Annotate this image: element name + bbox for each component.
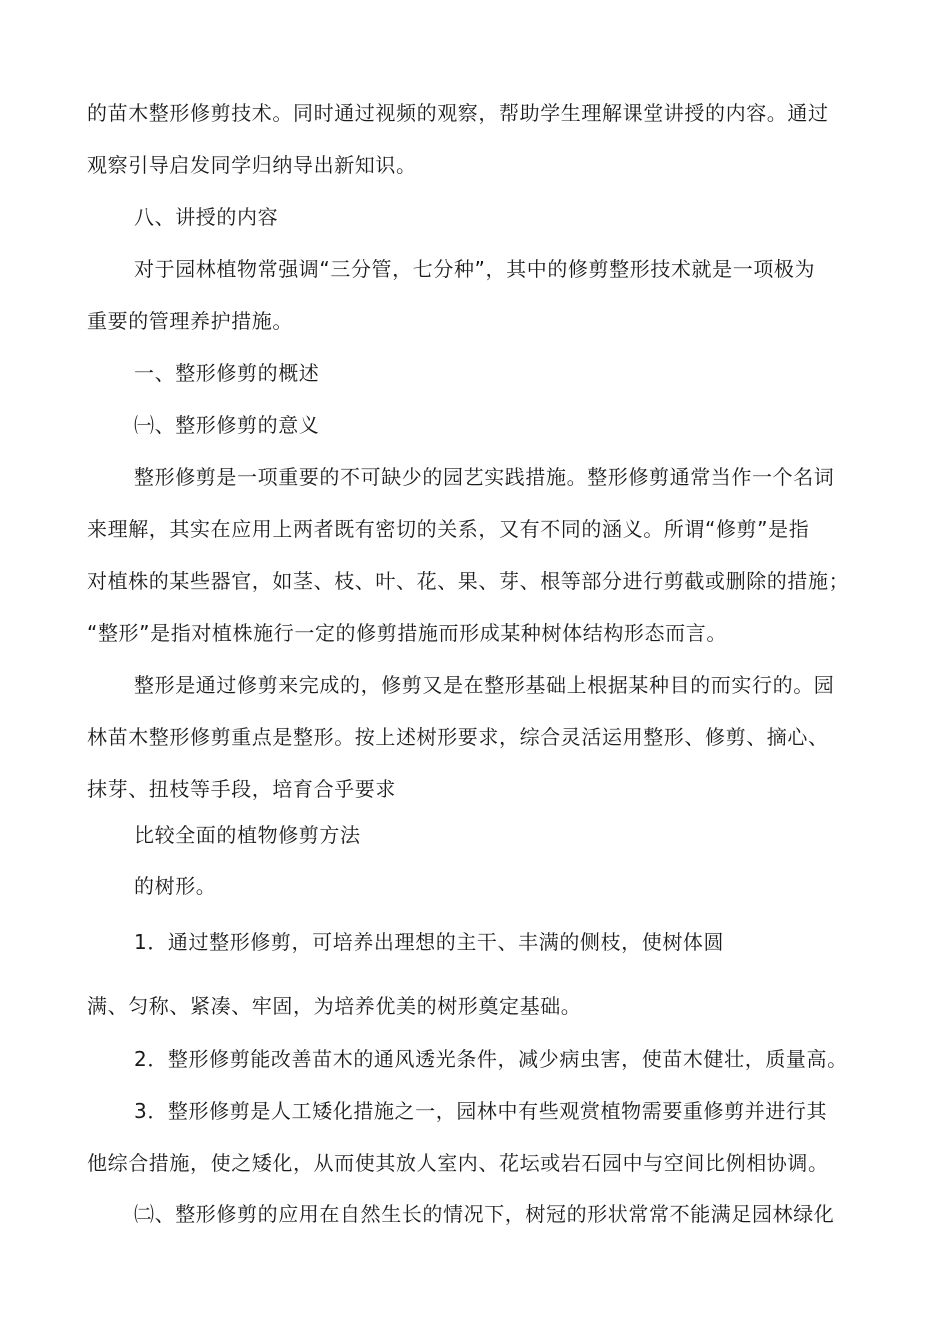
- paragraph-line: 抹芽、扭枝等手段，培育合乎要求: [87, 777, 396, 801]
- section-heading: 一、整形修剪的概述: [134, 361, 320, 385]
- subsection-heading: ㈡、整形修剪的应用在自然生长的情况下，树冠的形状常常不能满足园林绿化: [134, 1202, 835, 1226]
- paragraph-line: 对植株的某些器官，如茎、枝、叶、花、果、芽、根等部分进行剪截或删除的措施；: [87, 569, 850, 593]
- paragraph-line: 观察引导启发同学归纳导出新知识。: [87, 153, 417, 177]
- subsection-heading: ㈠、整形修剪的意义: [134, 413, 320, 437]
- numbered-item: 2．整形修剪能改善苗木的通风透光条件，减少病虫害，使苗木健壮，质量高。: [134, 1047, 848, 1071]
- paragraph-line: 林苗木整形修剪重点是整形。按上述树形要求，综合灵活运用整形、修剪、摘心、: [87, 725, 829, 749]
- paragraph-line: 整形是通过修剪来完成的，修剪又是在整形基础上根据某种目的而实行的。园: [134, 673, 835, 697]
- paragraph-line: 重要的管理养护措施。: [87, 309, 293, 333]
- numbered-item: 1．通过整形修剪，可培养出理想的主干、丰满的侧枝，使树体圆: [134, 930, 725, 954]
- paragraph-line: 满、匀称、紧凑、牢固，为培养优美的树形奠定基础。: [87, 994, 582, 1018]
- paragraph-line: 的树形。: [134, 874, 217, 898]
- inserted-caption: 比较全面的植物修剪方法: [134, 823, 361, 847]
- paragraph-line: 整形修剪是一项重要的不可缺少的园艺实践措施。整形修剪通常当作一个名词: [134, 465, 835, 489]
- numbered-item: 3．整形修剪是人工矮化措施之一，园林中有些观赏植物需要重修剪并进行其: [134, 1099, 828, 1123]
- paragraph-line: 来理解，其实在应用上两者既有密切的关系，又有不同的涵义。所谓“修剪”是指: [87, 517, 810, 541]
- paragraph-line: 的苗木整形修剪技术。同时通过视频的观察，帮助学生理解课堂讲授的内容。通过: [87, 101, 829, 125]
- paragraph-line: “整形”是指对植株施行一定的修剪措施而形成某种树体结构形态而言。: [87, 621, 727, 645]
- paragraph-line: 对于园林植物常强调“三分管，七分种”，其中的修剪整形技术就是一项极为: [134, 257, 816, 281]
- paragraph-line: 他综合措施，使之矮化，从而使其放人室内、花坛或岩石园中与空间比例相协调。: [87, 1151, 829, 1175]
- section-heading: 八、讲授的内容: [134, 205, 279, 229]
